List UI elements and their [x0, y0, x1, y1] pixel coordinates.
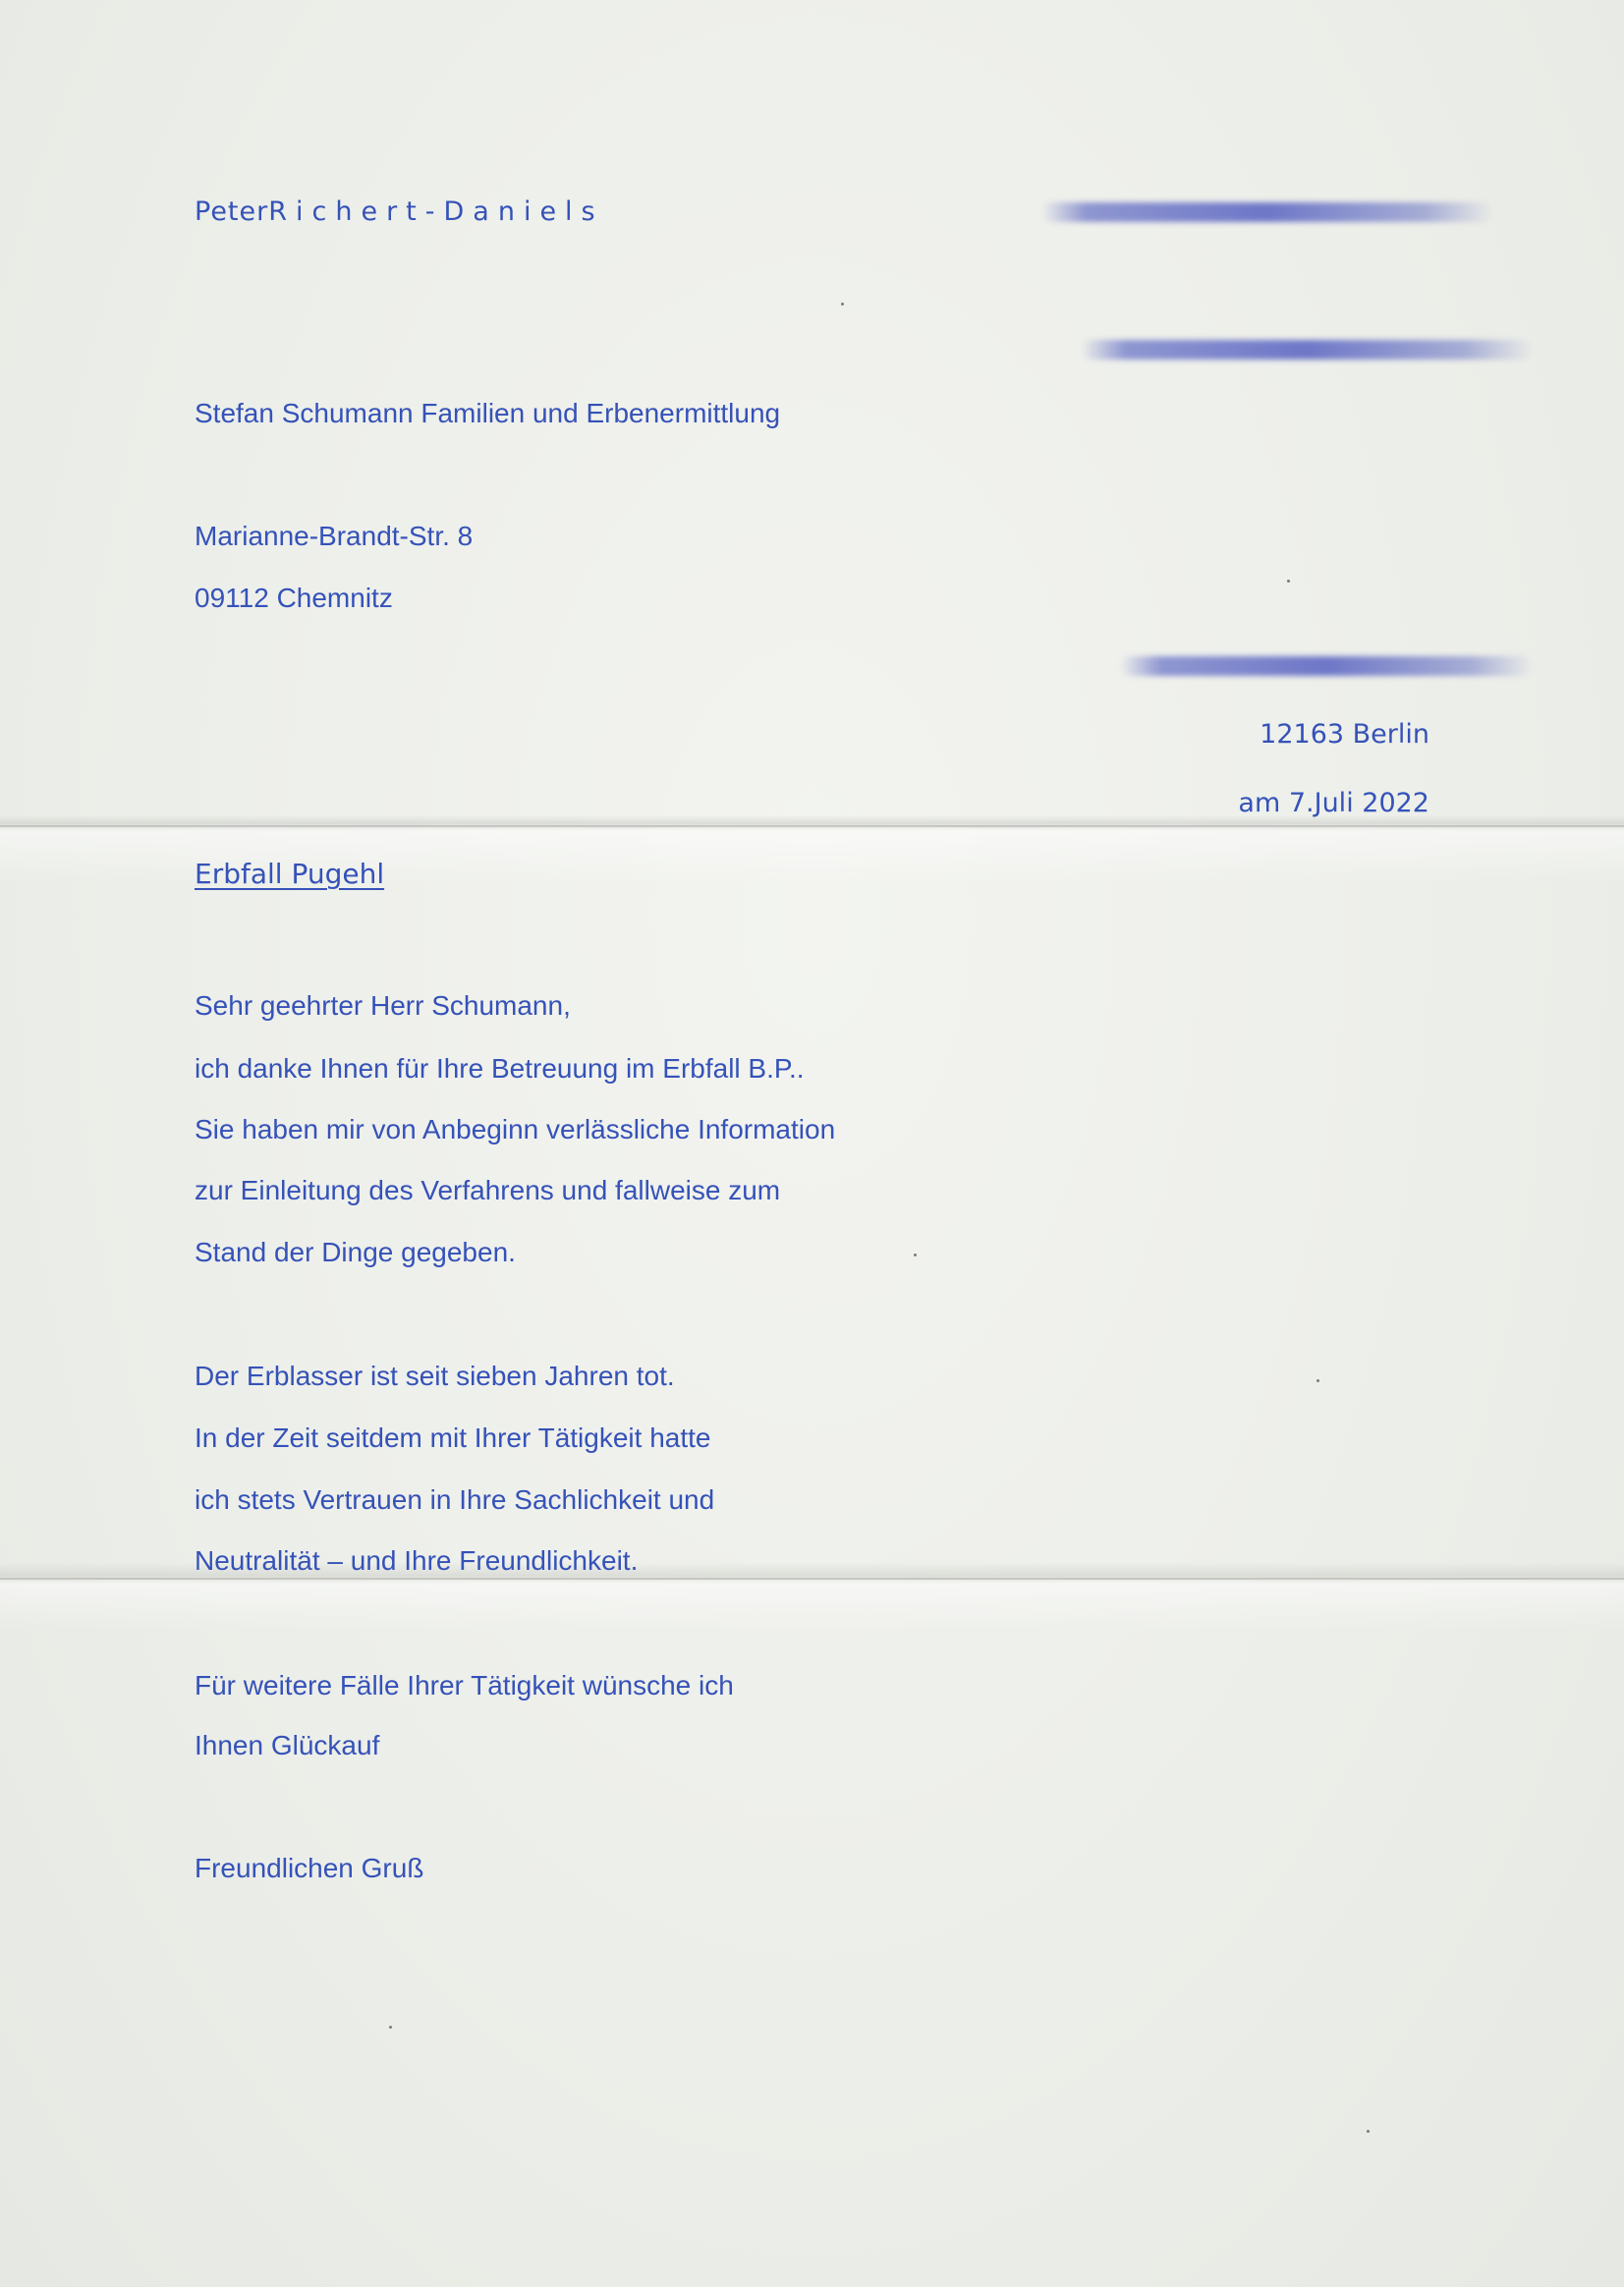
redacted-sender-line-2 [1081, 340, 1533, 360]
paragraph2-line-3: ich stets Vertrauen in Ihre Sachlichkeit und [195, 1484, 715, 1515]
salutation: Sehr geehrter Herr Schumann, [195, 990, 571, 1021]
paragraph1-line-3: zur Einleitung des Verfahrens und fallweise zum [195, 1175, 781, 1205]
paragraph2-line-4: Neutralität – und Ihre Freundlichkeit. [195, 1545, 639, 1576]
paper-speck [1316, 1379, 1319, 1382]
paper-speck [389, 2026, 392, 2029]
paragraph2-line-2: In der Zeit seitdem mit Ihrer Tätigkeit hatte [195, 1422, 711, 1453]
paragraph1-line-4: Stand der Dinge gegeben. [195, 1237, 516, 1267]
paragraph3-line-2: Ihnen Glückauf [195, 1730, 380, 1760]
paper-speck [1367, 2130, 1370, 2133]
paragraph2-line-1: Der Erblasser ist seit sieben Jahren tot. [195, 1361, 675, 1391]
paragraph1-line-2: Sie haben mir von Anbeginn verlässliche Information [195, 1114, 836, 1144]
redacted-sender-line-1 [1041, 202, 1493, 222]
fold-line-upper [0, 825, 1624, 827]
sender-name [195, 196, 604, 227]
recipient-street: Marianne-Brandt-Str. 8 [195, 521, 474, 551]
paragraph3-line-1: Für weitere Fälle Ihrer Tätigkeit wünsche ich [195, 1670, 734, 1701]
date: am 7.Juli 2022 [1238, 788, 1429, 818]
sender-last-name: Richert-Daniels [268, 196, 604, 227]
closing: Freundlichen Gruß [195, 1853, 424, 1883]
paper-speck [1287, 580, 1290, 583]
paper-speck [914, 1254, 917, 1256]
paper-speck [841, 303, 844, 306]
recipient-city: 09112 Chemnitz [195, 583, 393, 613]
fold-line-lower [0, 1578, 1624, 1580]
recipient-name: Stefan Schumann Familien und Erbenermittlung [195, 398, 781, 428]
subject-line: Erbfall Pugehl [195, 858, 385, 890]
sender-first-name: Peter [195, 196, 269, 227]
paragraph1-line-1: ich danke Ihnen für Ihre Betreuung im Erbfall B.P.. [195, 1053, 805, 1084]
place: 12163 Berlin [1260, 719, 1429, 750]
redacted-sender-line-3 [1120, 656, 1533, 676]
